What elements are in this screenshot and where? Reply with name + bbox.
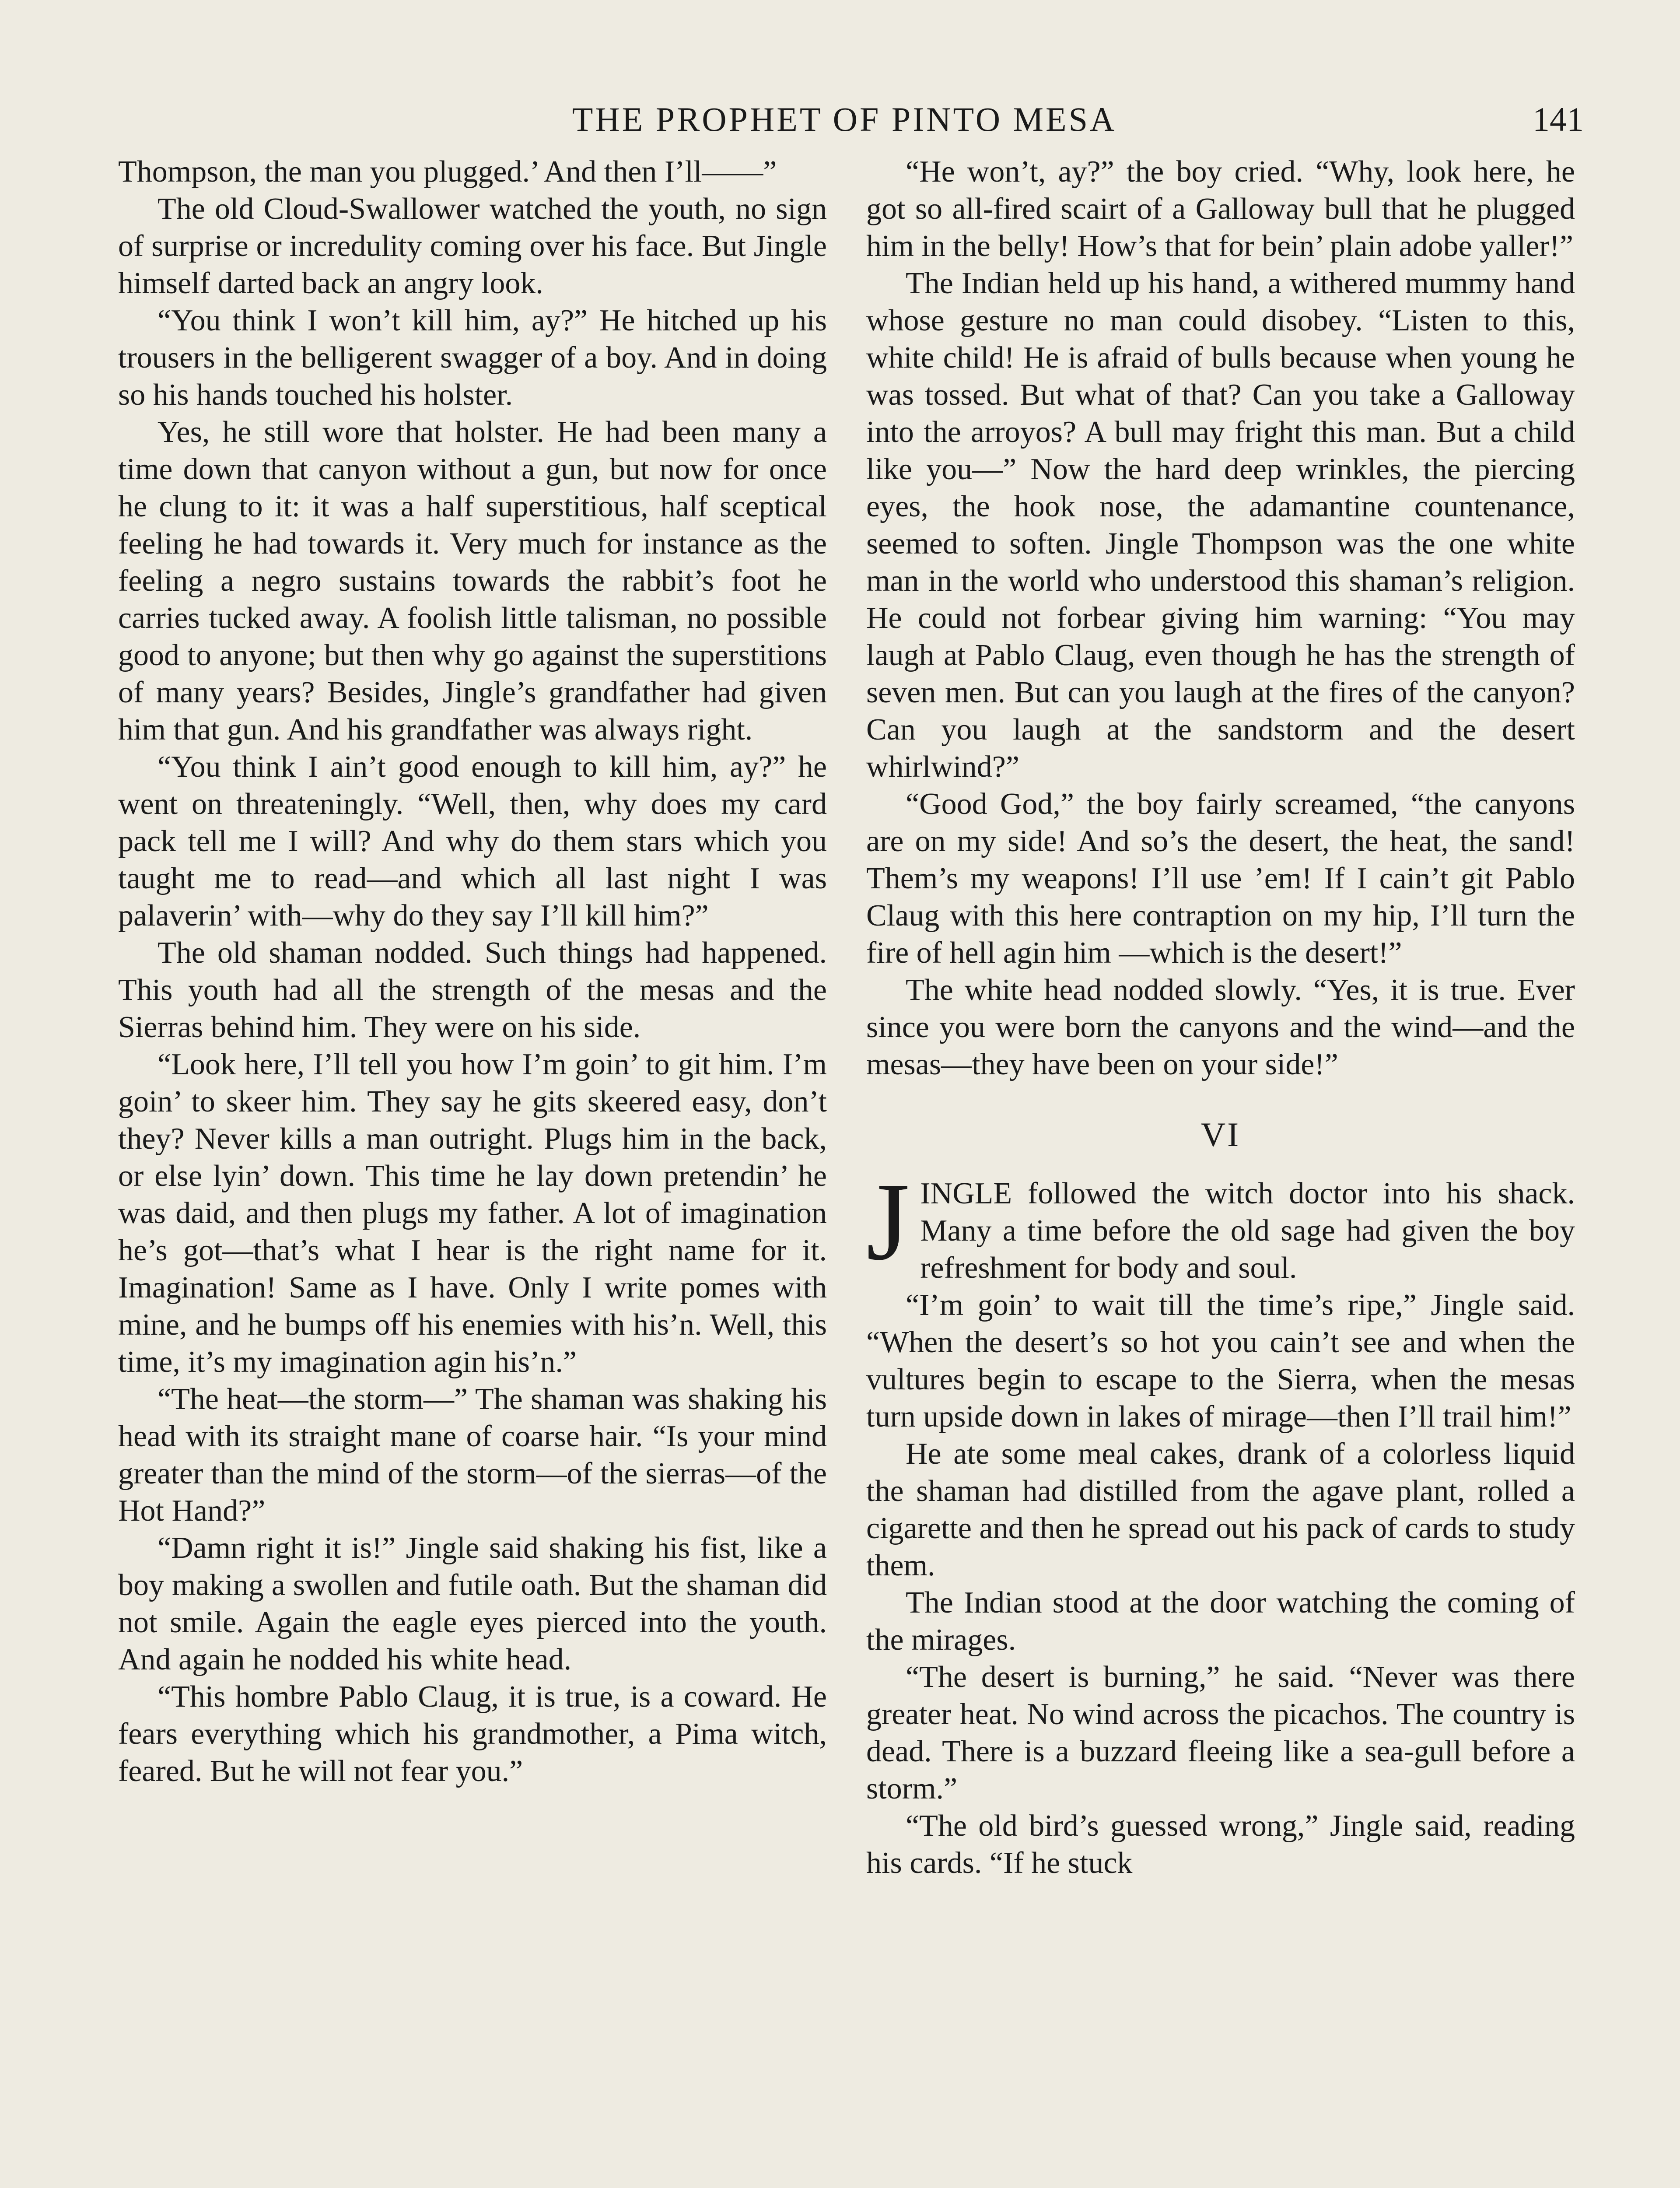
running-head [105, 95, 1584, 144]
paragraph: “You think I ain’t good enough to kill him, ay?” he went on threateningly. “Well, then, why does my card pack tell me I will? And why do them stars which you taught me to read—and which all last night I was palaverin’ with—why do they say I’ll kill him?” [118, 750, 827, 933]
page-number: 141 [1533, 100, 1584, 138]
paragraph: The white head nodded slowly. “Yes, it is true. Ever since you were born the canyons and the wind—and the mesas—they have been on your side!” [866, 973, 1575, 1081]
paragraph: “The desert is burning,” he said. “Never was there greater heat. No wind across the picachos. The country is dead. There is a buzzard fleeing like a sea-gull before a storm.” [866, 1660, 1575, 1806]
drop-cap: J [866, 1160, 910, 1283]
left-column [118, 153, 827, 1790]
opening-text: INGLE followed the witch doctor into his shack. Many a time before the old sage had given the boy refreshment for body and soul. [920, 1177, 1575, 1285]
running-title: THE PROPHET OF PINTO MESA [572, 100, 1117, 138]
paragraph: Thompson, the man you plugged.’ And then I’ll——” [118, 155, 777, 189]
paragraph: He ate some meal cakes, drank of a colorless liquid the shaman had distilled from the agave plant, rolled a cigarette and then he spread out his pack of cards to study them. [866, 1437, 1575, 1582]
paragraph: The Indian stood at the door watching the coming of the mirages. [866, 1586, 1575, 1657]
paragraph: “The old bird’s guessed wrong,” Jingle said, reading his cards. “If he stuck [866, 1809, 1575, 1880]
section-heading: VI [1200, 1115, 1241, 1154]
paragraph: The old Cloud-Swallower watched the youth, no sign of surprise or incredulity coming over his face. But Jingle himself darted back an angry look. [118, 192, 827, 300]
paragraph: “Good God,” the boy fairly screamed, “the canyons are on my side! And so’s the desert, the heat, the sand! Them’s my weapons! I’ll use ’em! If I cain’t git Pablo Claug with this here contraption on my hip, I’ll turn the fire of hell agin him —which is the desert!” [866, 787, 1575, 970]
paragraph: The old shaman nodded. Such things had happened. This youth had all the strength of the mesas and the Sierras behind him. They were on his side. [118, 936, 827, 1044]
paragraph: The Indian held up his hand, a withered mummy hand whose gesture no man could disobey. “Listen to this, white child! He is afraid of bulls because when young he was tossed. But what of that? Can you take a Galloway into the arroyos? A bull may fright this man. But a child like you—” Now the hard deep wrinkles, the piercing eyes, the hook nose, the adamantine countenance, seemed to soften. Jingle Thompson was the one white man in the world who understood this shaman’s religion. He could not forbear giving him warning: “You may laugh at Pablo Claug, even though he has the strength of seven men. But can you laugh at the fires of the canyon? Can you laugh at the sandstorm and the desert whirlwind?” [866, 266, 1575, 784]
right-column [866, 153, 1575, 1882]
paragraph: “This hombre Pablo Claug, it is true, is a coward. He fears everything which his grandmother, a Pima witch, feared. But he will not fear you.” [118, 1680, 827, 1788]
paragraph: “Look here, I’ll tell you how I’m goin’ to git him. I’m goin’ to skeer him. They say he gits skeered easy, don’t they? Never kills a man outright. Plugs him in the back, or else lyin’ down. This time he lay down pretendin’ he was daid, and then plugs my father. A lot of imagination he’s got—that’s what I hear is the right name for it. Imagination! Same as I have. Only I write pomes with mine, and he bumps off his enemies with his’n. Well, this time, it’s my imagination agin his’n.” [118, 1048, 827, 1379]
paragraph: “The heat—the storm—” The shaman was shaking his head with its straight mane of coarse hair. “Is your mind greater than the mind of the storm—of the sierras—of the Hot Hand?” [118, 1382, 827, 1528]
paragraph: “Damn right it is!” Jingle said shaking his fist, like a boy making a swollen and futile oath. But the shaman did not smile. Again the eagle eyes pierced into the youth. And again he nodded his white head. [118, 1531, 827, 1676]
section-opening-paragraph [866, 1160, 1575, 1287]
paragraph: “I’m goin’ to wait till the time’s ripe,” Jingle said. “When the desert’s so hot you cain’t see and when the vultures begin to escape to the Sierra, when the mesas turn upside down in lakes of mirage—then I’ll trail him!” [866, 1288, 1575, 1434]
paragraph: “He won’t, ay?” the boy cried. “Why, look here, he got so all-fired scairt of a Galloway bull that he plugged him in the belly! How’s that for bein’ plain adobe yaller!” [866, 155, 1575, 263]
paragraph: Yes, he still wore that holster. He had been many a time down that canyon without a gun, but now for once he clung to it: it was a half superstitious, half sceptical feeling he had towards it. Very much for instance as the feeling a negro sustains towards the rabbit’s foot he carries tucked away. A foolish little talisman, no possible good to anyone; but then why go against the superstitions of many years? Besides, Jingle’s grandfather had given him that gun. And his grandfather was always right. [118, 415, 827, 747]
paragraph: “You think I won’t kill him, ay?” He hitched up his trousers in the belligerent swagger of a boy. And in doing so his hands touched his holster. [118, 304, 827, 412]
